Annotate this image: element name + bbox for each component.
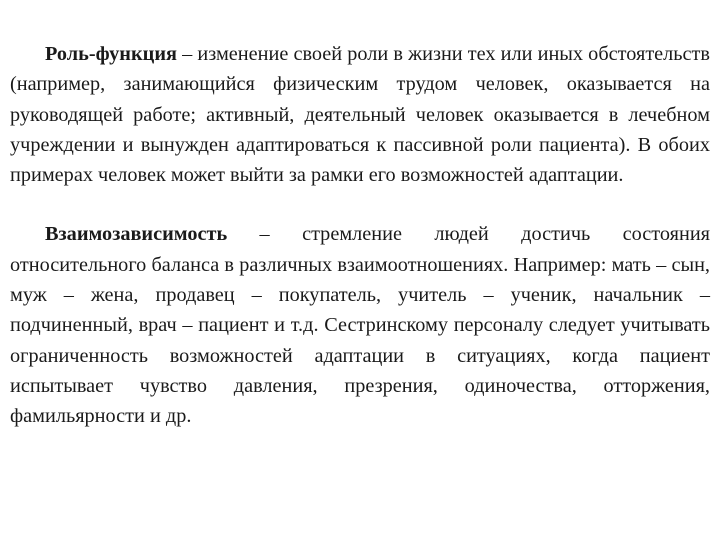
document-page [10, 39, 710, 432]
paragraph-role-function [10, 39, 710, 190]
term-interdependence: Взаимозависимость [45, 223, 228, 246]
term-role-function: Роль-функция [45, 43, 177, 65]
paragraph-interdependence [10, 219, 710, 431]
definition-interdependence: – стремление людей достичь состояния относительного баланса в различных взаимоотношениях. Например: мать – сын, муж – жена, продавец – покупатель, учитель – ученик, начальник – подчиненный, врач – пациент и т.д. Сестринскому персоналу следует учитывать ограниченность возможностей адаптации в ситуациях, когда пациент испытывает чувство давления, презрения, одиночества, отторжения, фамильярности и др. [10, 223, 710, 428]
definition-role-function: – изменение своей роли в жизни тех или иных обстоятельств (например, занимающийся физическим трудом человек, оказывается на руководящей работе; активный, деятельный человек оказывается в лечебном учреждении и вынужден адаптироваться к пассивной роли пациента). В обоих примерах человек может выйти за рамки его возможностей адаптации. [10, 43, 710, 187]
